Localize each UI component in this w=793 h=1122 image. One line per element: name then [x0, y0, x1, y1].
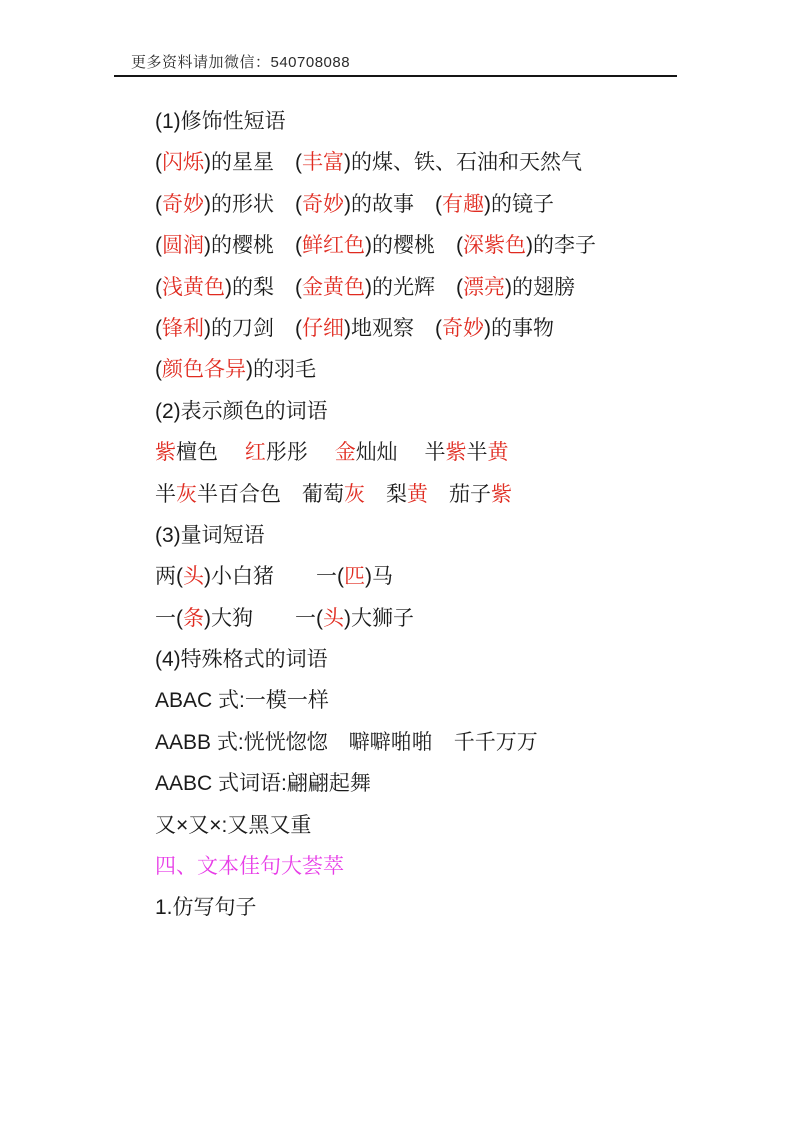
text-segment: )马	[365, 565, 393, 589]
text-segment: AABB 式:恍恍惚惚 噼噼啪啪 千千万万	[155, 730, 538, 754]
pattern-words-line	[155, 763, 755, 804]
answer-text: 灰	[344, 482, 365, 506]
text-segment: (	[155, 234, 162, 258]
text-segment: (4)特殊格式的词语	[155, 648, 328, 672]
text-segment: (	[155, 192, 162, 216]
answer-text: 奇妙	[442, 316, 484, 340]
section-heading	[155, 846, 755, 887]
text-segment: )的翅膀	[505, 275, 575, 299]
text-segment: 1.仿写句子	[155, 896, 257, 920]
color-words-line	[155, 474, 755, 515]
answer-text: 深紫色	[463, 234, 526, 258]
answer-text: 有趣	[442, 192, 484, 216]
phrase-line	[155, 225, 755, 266]
text-segment: (	[155, 316, 162, 340]
text-segment: (2)表示颜色的词语	[155, 399, 328, 423]
text-segment: (1)修饰性短语	[155, 110, 286, 133]
answer-text: 圆润	[162, 234, 204, 258]
text-segment: )小白猪 一(	[204, 565, 344, 589]
numbered-item	[155, 887, 755, 928]
text-segment: )的煤、铁、石油和天然气	[344, 151, 582, 175]
subsection-heading-3	[155, 515, 755, 556]
answer-text: 紫	[155, 441, 176, 465]
text-segment: )的樱桃 (	[204, 234, 302, 258]
answer-text: 黄	[407, 482, 428, 506]
phrase-line	[155, 267, 755, 308]
text-segment: 又×又×:又黑又重	[155, 813, 312, 837]
phrase-line	[155, 184, 755, 225]
subsection-heading-2	[155, 391, 755, 432]
quantifier-line	[155, 556, 755, 597]
answer-text: 金黄色	[302, 275, 365, 299]
text-segment: )的樱桃 (	[365, 234, 463, 258]
text-segment: )的李子	[526, 234, 596, 258]
answer-text: 头	[323, 606, 344, 630]
text-segment: )的镜子	[484, 192, 554, 216]
text-segment: 檀色	[176, 441, 245, 465]
answer-text: 灰	[176, 482, 197, 506]
quantifier-line	[155, 598, 755, 639]
answer-text: 鲜红色	[302, 234, 365, 258]
text-segment: )的故事 (	[344, 192, 442, 216]
answer-text: 奇妙	[162, 192, 204, 216]
text-segment: (	[155, 358, 162, 382]
text-segment: 两(	[155, 565, 183, 589]
answer-text: 锋利	[162, 316, 204, 340]
text-segment: )大狗 一(	[204, 606, 323, 630]
pattern-words-line	[155, 805, 755, 846]
pattern-words-line	[155, 722, 755, 763]
answer-text: 匹	[344, 565, 365, 589]
answer-text: 丰富	[302, 151, 344, 175]
text-segment: )的羽毛	[246, 358, 316, 382]
answer-text: 浅黄色	[162, 275, 225, 299]
answer-text: 红	[244, 441, 266, 465]
answer-text: 仔细	[302, 316, 344, 340]
text-segment: )的形状 (	[204, 192, 302, 216]
answer-text: 闪烁	[162, 151, 204, 175]
text-segment: (	[155, 151, 162, 175]
answer-text: 金	[334, 441, 356, 465]
text-segment: )地观察 (	[344, 316, 442, 340]
color-words-line	[155, 432, 755, 473]
text-segment: ABAC 式:一模一样	[155, 689, 329, 713]
answer-text: 头	[183, 565, 204, 589]
text-segment: )的刀剑 (	[204, 316, 302, 340]
answer-text: 条	[183, 606, 204, 630]
answer-text: 奇妙	[302, 192, 344, 216]
section-heading-text: 四、文本佳句大荟萃	[155, 855, 344, 879]
text-segment: 茄子	[428, 482, 491, 506]
text-segment: 彤彤	[265, 441, 335, 465]
answer-text: 紫	[445, 441, 467, 465]
text-segment: (	[155, 275, 162, 299]
phrase-line	[155, 349, 755, 390]
text-segment: 梨	[365, 482, 407, 506]
wechat-contact-note: 更多资料请加微信：540708088	[131, 54, 351, 71]
text-segment: )的光辉 (	[365, 275, 463, 299]
subsection-heading-4	[155, 639, 755, 680]
text-segment: )的事物	[484, 316, 554, 340]
text-segment: 一(	[155, 606, 183, 630]
text-segment: )的梨 (	[225, 275, 302, 299]
subsection-heading-1	[155, 101, 755, 142]
text-segment: (3)量词短语	[155, 523, 265, 547]
text-segment: )的星星 (	[204, 151, 302, 175]
answer-text: 颜色各异	[162, 358, 246, 382]
text-segment: 半	[155, 482, 176, 506]
text-segment: )大狮子	[344, 606, 414, 630]
document-content	[155, 101, 755, 929]
pattern-words-line	[155, 680, 755, 721]
answer-text: 漂亮	[463, 275, 505, 299]
header-rule	[114, 75, 677, 77]
answer-text: 紫	[491, 482, 512, 506]
phrase-line	[155, 142, 755, 183]
text-segment: AABC 式词语:翩翩起舞	[155, 772, 371, 796]
phrase-line	[155, 308, 755, 349]
text-segment: 灿灿 半	[355, 441, 446, 465]
text-segment: 半百合色 葡萄	[197, 482, 344, 506]
answer-text: 黄	[487, 441, 509, 465]
text-segment: 半	[466, 441, 488, 465]
